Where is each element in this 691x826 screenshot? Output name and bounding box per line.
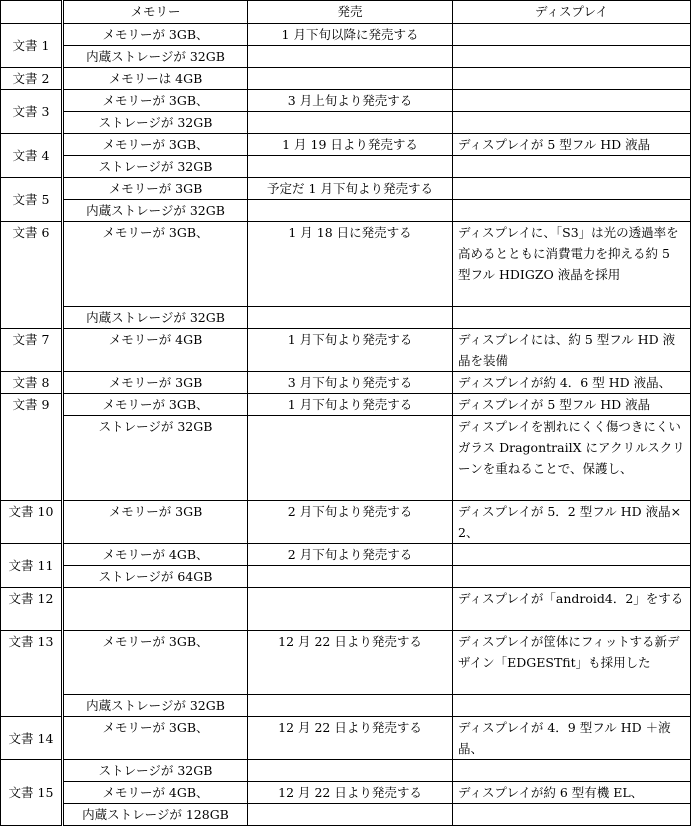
table-row [1, 307, 691, 329]
memory-cell: メモリーが 3GB、 [63, 222, 248, 307]
table-row [1, 178, 691, 200]
display-cell [453, 200, 691, 222]
header-display: ディスプレイ [453, 1, 691, 24]
table-row [1, 46, 691, 68]
release-cell: 1 月下旬より発売する [248, 394, 453, 416]
header-doc [1, 1, 63, 24]
release-cell: 1 月下旬より発売する [248, 329, 453, 372]
doc-label: 文書 15 [1, 760, 63, 826]
display-cell [453, 112, 691, 134]
release-cell: 12 月 22 日より発売する [248, 782, 453, 804]
memory-cell: ストレージが 32GB [63, 760, 248, 782]
doc-label: 文書 10 [1, 501, 63, 544]
display-cell [453, 695, 691, 717]
memory-cell: メモリーが 3GB、 [63, 394, 248, 416]
release-cell: 12 月 22 日より発売する [248, 717, 453, 760]
memory-cell: 内蔵ストレージが 32GB [63, 695, 248, 717]
release-cell [248, 46, 453, 68]
display-cell: ディスプレイが 5 型フル HD 液晶 [453, 394, 691, 416]
table-row [1, 717, 691, 760]
display-cell [453, 178, 691, 200]
table-row [1, 372, 691, 394]
display-cell [453, 68, 691, 90]
memory-cell: 内蔵ストレージが 32GB [63, 46, 248, 68]
table-row [1, 24, 691, 46]
memory-cell [63, 588, 248, 631]
table-row [1, 631, 691, 695]
release-cell: 2 月下旬より発売する [248, 544, 453, 566]
table-row [1, 782, 691, 804]
header-memory: メモリー [63, 1, 248, 24]
memory-cell: メモリーが 3GB [63, 372, 248, 394]
release-cell [248, 804, 453, 826]
doc-label: 文書 13 [1, 631, 63, 717]
display-cell [453, 156, 691, 178]
release-cell: 12 月 22 日より発売する [248, 631, 453, 695]
release-cell [248, 200, 453, 222]
release-cell: 1 月 19 日より発売する [248, 134, 453, 156]
doc-label: 文書 12 [1, 588, 63, 631]
memory-cell: メモリーが 4GB、 [63, 544, 248, 566]
release-cell: 3 月上旬より発売する [248, 90, 453, 112]
memory-cell: ストレージが 64GB [63, 566, 248, 588]
display-cell [453, 46, 691, 68]
table-row [1, 200, 691, 222]
memory-cell: メモリーが 3GB、 [63, 134, 248, 156]
table-row [1, 760, 691, 782]
memory-cell: 内蔵ストレージが 32GB [63, 200, 248, 222]
memory-cell: メモリーが 3GB [63, 501, 248, 544]
release-cell: 2 月下旬より発売する [248, 501, 453, 544]
display-cell [453, 90, 691, 112]
doc-label: 文書 1 [1, 24, 63, 68]
doc-label: 文書 7 [1, 329, 63, 372]
display-cell [453, 760, 691, 782]
display-cell: ディスプレイが 4．9 型フル HD ＋液晶、 [453, 717, 691, 760]
display-cell [453, 566, 691, 588]
table-row [1, 156, 691, 178]
doc-label: 文書 14 [1, 717, 63, 760]
display-cell: ディスプレイに、「S3」は光の透過率を高めるとともに消費電力を抑える約 5 型フル HDIGZO 液晶を採用 [453, 222, 691, 307]
header-row [1, 1, 691, 24]
release-cell [248, 695, 453, 717]
display-cell: ディスプレイには、約 5 型フル HD 液晶を装備 [453, 329, 691, 372]
release-cell [248, 588, 453, 631]
display-cell: ディスプレイが「android4．2」をする [453, 588, 691, 631]
memory-cell: メモリーが 4GB、 [63, 782, 248, 804]
memory-cell: メモリーが 3GB、 [63, 90, 248, 112]
doc-label: 文書 4 [1, 134, 63, 178]
release-cell [248, 566, 453, 588]
table-row [1, 501, 691, 544]
header-release: 発売 [248, 1, 453, 24]
release-cell: 1 月 18 日に発売する [248, 222, 453, 307]
doc-label: 文書 2 [1, 68, 63, 90]
display-cell [453, 24, 691, 46]
memory-cell: 内蔵ストレージが 32GB [63, 307, 248, 329]
doc-label: 文書 11 [1, 544, 63, 588]
memory-cell: メモリーが 3GB、 [63, 717, 248, 760]
table-row [1, 588, 691, 631]
memory-cell: メモリーが 3GB、 [63, 24, 248, 46]
table-row [1, 416, 691, 501]
display-cell: ディスプレイが約 4．6 型 HD 液晶、 [453, 372, 691, 394]
doc-label: 文書 9 [1, 394, 63, 501]
release-cell: 予定だ 1 月下旬より発売する [248, 178, 453, 200]
memory-cell: ストレージが 32GB [63, 416, 248, 501]
memory-cell: メモリーが 3GB、 [63, 631, 248, 695]
table-row [1, 566, 691, 588]
release-cell [248, 760, 453, 782]
display-cell: ディスプレイが 5．2 型フル HD 液晶× 2、 [453, 501, 691, 544]
display-cell [453, 544, 691, 566]
display-cell [453, 307, 691, 329]
release-cell: 1 月下旬以降に発売する [248, 24, 453, 46]
table-row [1, 134, 691, 156]
doc-label: 文書 8 [1, 372, 63, 394]
table-row [1, 544, 691, 566]
table-row [1, 222, 691, 307]
display-cell [453, 804, 691, 826]
release-cell: 3 月下旬より発売する [248, 372, 453, 394]
display-cell: ディスプレイが筐体にフィットする新デザイン「EDGESTfit」も採用した [453, 631, 691, 695]
memory-cell: ストレージが 32GB [63, 156, 248, 178]
doc-label: 文書 3 [1, 90, 63, 134]
display-cell: ディスプレイが 5 型フル HD 液晶 [453, 134, 691, 156]
memory-cell: 内蔵ストレージが 128GB [63, 804, 248, 826]
release-cell [248, 307, 453, 329]
display-cell: ディスプレイを割れにくく傷つきにくいガラス DragontrailX にアクリルスクリーンを重ねることで、保護し、 [453, 416, 691, 501]
memory-cell: ストレージが 32GB [63, 112, 248, 134]
table-row [1, 804, 691, 826]
memory-cell: メモリーは 4GB [63, 68, 248, 90]
table-row [1, 329, 691, 372]
table-row [1, 68, 691, 90]
release-cell [248, 112, 453, 134]
table-row [1, 112, 691, 134]
display-cell: ディスプレイが約 6 型有機 EL、 [453, 782, 691, 804]
memory-cell: メモリーが 4GB [63, 329, 248, 372]
release-cell [248, 156, 453, 178]
table-row [1, 394, 691, 416]
release-cell [248, 68, 453, 90]
release-cell [248, 416, 453, 501]
table-row [1, 695, 691, 717]
table-row [1, 90, 691, 112]
doc-label: 文書 5 [1, 178, 63, 222]
memory-cell: メモリーが 3GB [63, 178, 248, 200]
doc-label: 文書 6 [1, 222, 63, 329]
